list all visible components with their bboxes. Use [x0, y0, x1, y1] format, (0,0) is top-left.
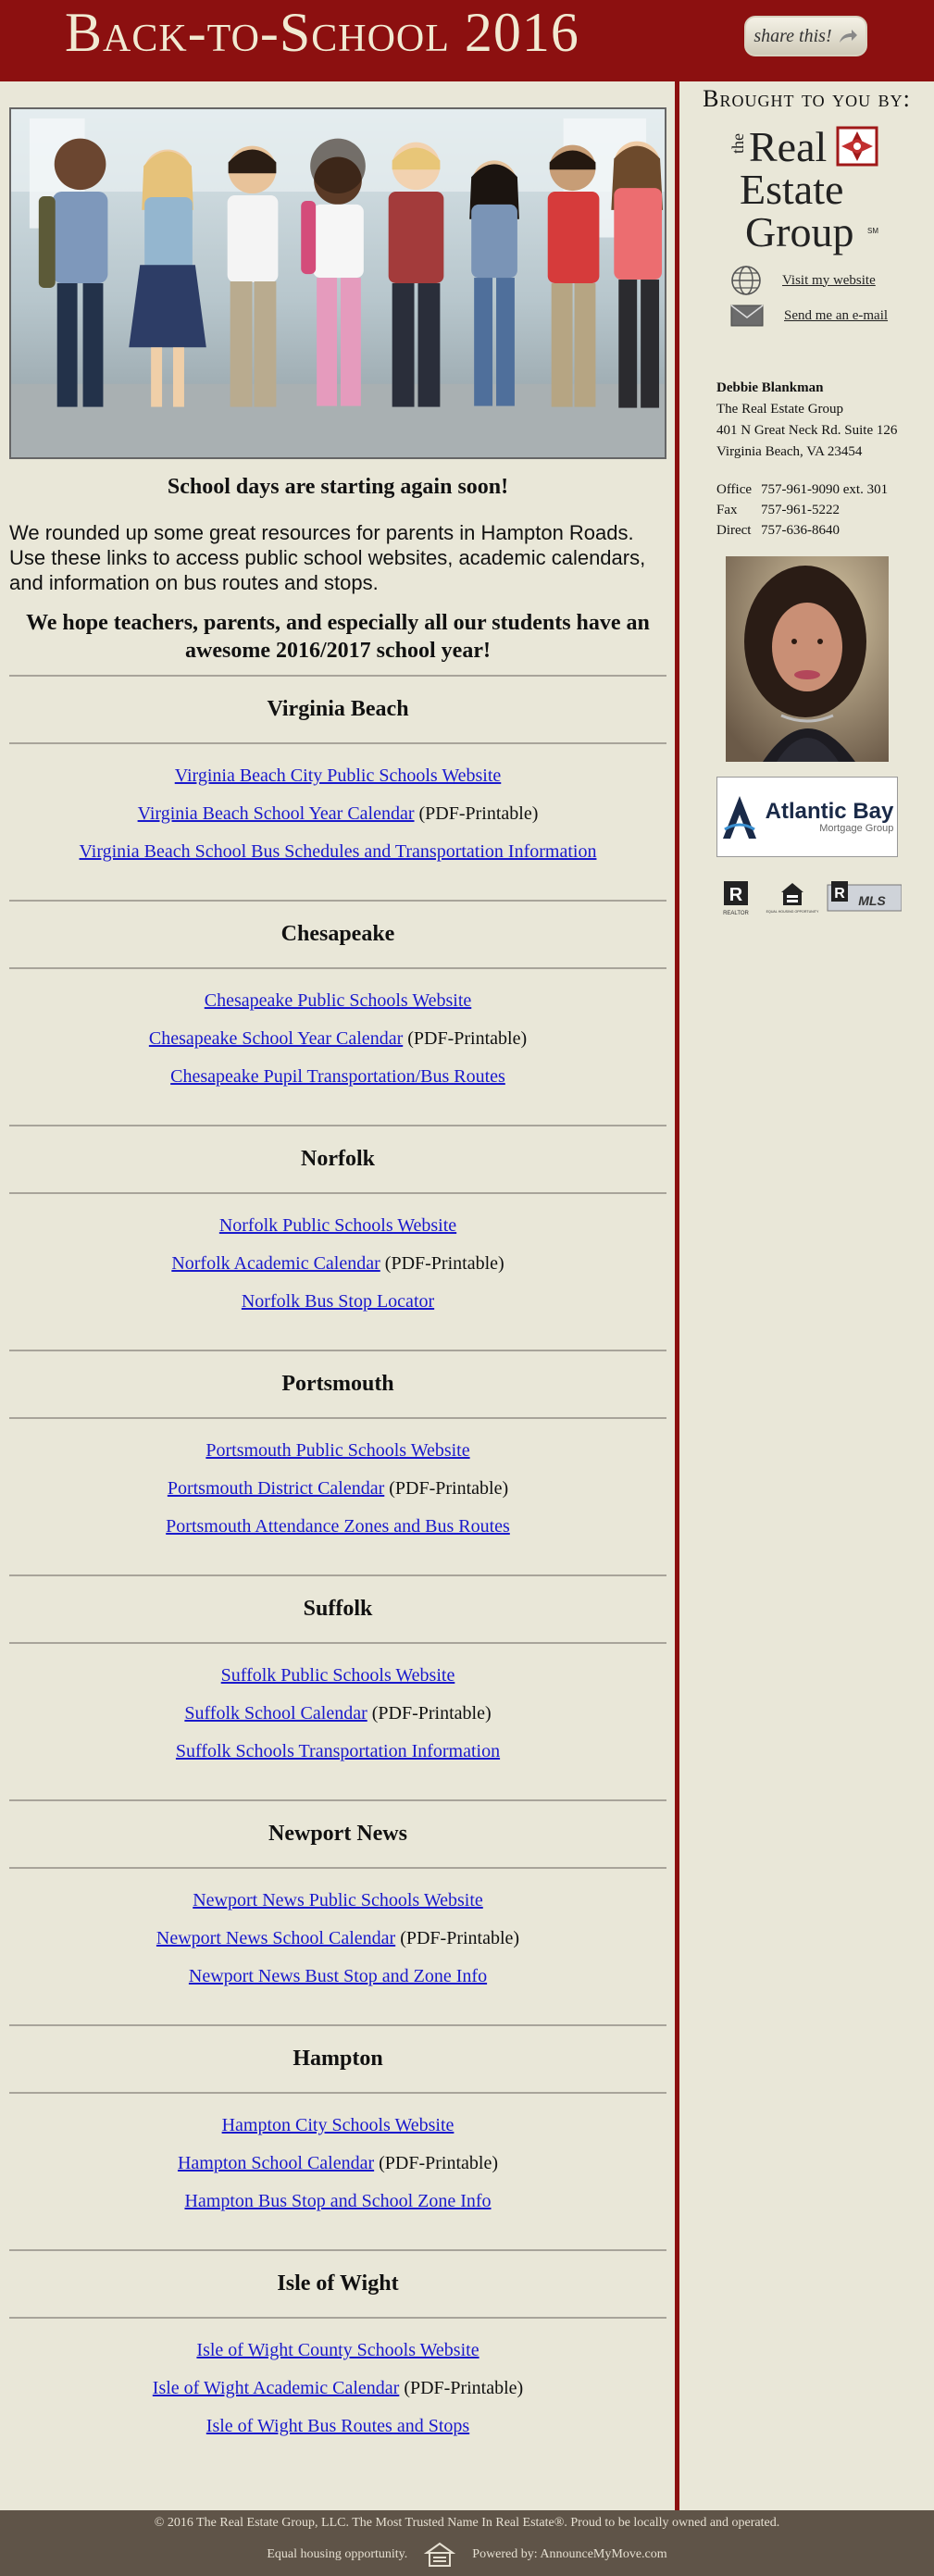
main-content — [0, 81, 675, 2510]
envelope-icon — [730, 305, 764, 327]
atlantic-bay-sub: Mortgage Group — [819, 822, 894, 834]
atlantic-bay-name: Atlantic Bay — [765, 798, 894, 824]
send-email-link[interactable]: Send me an e-mail — [784, 307, 889, 323]
resource-link[interactable]: Norfolk Public Schools Website — [218, 1215, 457, 1236]
phone-direct — [716, 520, 888, 541]
mls-icon — [828, 881, 902, 911]
link-row — [9, 1207, 666, 1245]
resource-link[interactable]: Chesapeake School Year Calendar — [148, 1028, 404, 1049]
resource-link[interactable]: Suffolk Public Schools Website — [220, 1665, 455, 1686]
district-section — [9, 2024, 666, 2221]
svg-text:R: R — [834, 886, 845, 902]
link-row — [9, 1882, 666, 1920]
realtor-icon — [723, 881, 749, 916]
district-section — [9, 2249, 666, 2445]
phone-number: 757-636-8640 — [761, 523, 840, 538]
resource-link[interactable]: Chesapeake Public Schools Website — [204, 990, 472, 1011]
logo-line2: Estate — [740, 166, 844, 213]
district-links — [9, 744, 666, 871]
pdf-note: (PDF-Printable) — [399, 2378, 524, 2398]
district-title: Chesapeake — [280, 922, 395, 946]
mls-label: MLS — [858, 893, 886, 908]
share-arrow-icon — [838, 28, 858, 44]
svg-text:R: R — [729, 885, 743, 905]
resource-link[interactable]: Newport News Bust Stop and Zone Info — [188, 1966, 488, 1986]
link-row — [9, 1058, 666, 1096]
link-row — [9, 1470, 666, 1508]
website-row[interactable] — [730, 265, 876, 296]
compliance-badges — [716, 877, 902, 919]
district-links — [9, 1644, 666, 1771]
resource-link[interactable]: Newport News School Calendar — [156, 1928, 396, 1948]
agent-info — [716, 378, 897, 463]
district-links — [9, 1419, 666, 1546]
link-row — [9, 1020, 666, 1058]
share-button[interactable] — [744, 16, 867, 56]
link-row — [9, 2145, 666, 2183]
resource-link[interactable]: Norfolk Academic Calendar — [171, 1253, 380, 1274]
resource-link[interactable]: Suffolk Schools Transportation Information — [175, 1741, 501, 1761]
phone-label: Fax — [716, 503, 738, 517]
hero-image — [9, 107, 666, 459]
pdf-note: (PDF-Printable) — [414, 803, 539, 824]
agent-company: The Real Estate Group — [716, 402, 844, 417]
email-row[interactable] — [730, 300, 888, 331]
link-row — [9, 795, 666, 833]
real-estate-group-logo — [729, 122, 886, 256]
resource-link[interactable]: Newport News Public Schools Website — [193, 1890, 483, 1910]
intro-paragraph: We rounded up some great resources for parents in Hampton Roads. Use these links to access public school websites, academic calendars, and information on bus routes and stops. — [9, 521, 646, 594]
link-row — [9, 2408, 666, 2445]
district-title: Norfolk — [301, 1147, 375, 1171]
agent-address-line2: Virginia Beach, VA 23454 — [716, 444, 863, 459]
link-row — [9, 1920, 666, 1958]
district-section — [9, 1350, 666, 1546]
district-title: Isle of Wight — [277, 2271, 399, 2296]
agent-portrait — [726, 556, 889, 762]
eho-label: EQUAL HOUSING OPPORTUNITY — [766, 910, 819, 914]
phone-number: 757-961-5222 — [761, 503, 840, 517]
link-row — [9, 1733, 666, 1771]
closing-message: We hope teachers, parents, and especially all our students have an awesome 2016/2017 school year! — [26, 611, 650, 663]
resource-link[interactable]: Norfolk Bus Stop Locator — [241, 1291, 435, 1312]
link-row — [9, 1432, 666, 1470]
hero-photo — [11, 109, 665, 457]
globe-icon — [730, 265, 762, 296]
district-title: Portsmouth — [281, 1372, 394, 1396]
sidebar — [679, 81, 934, 2510]
link-row — [9, 1283, 666, 1321]
phone-list — [716, 479, 888, 541]
resource-link[interactable]: Hampton City Schools Website — [221, 2115, 455, 2135]
pdf-note: (PDF-Printable) — [395, 1928, 520, 1948]
share-button-label: share this! — [753, 25, 832, 46]
logo-the: the — [729, 133, 747, 154]
agent-address-line1: 401 N Great Neck Rd. Suite 126 — [716, 423, 898, 438]
resource-link[interactable]: Hampton Bus Stop and School Zone Info — [184, 2191, 492, 2211]
logo-line1: Real — [749, 123, 828, 170]
phone-number: 757-961-9090 ext. 301 — [761, 482, 889, 497]
resource-link[interactable]: Isle of Wight County Schools Website — [196, 2340, 479, 2360]
resource-link[interactable]: Virginia Beach City Public Schools Website — [174, 765, 502, 786]
pdf-note: (PDF-Printable) — [384, 1478, 509, 1499]
district-links — [9, 969, 666, 1096]
district-section — [9, 1125, 666, 1321]
link-row — [9, 1695, 666, 1733]
link-row — [9, 1657, 666, 1695]
agent-name: Debbie Blankman — [716, 380, 824, 395]
agent-photo — [726, 556, 889, 762]
link-row — [9, 1245, 666, 1283]
district-section — [9, 1799, 666, 1996]
resource-link[interactable]: Isle of Wight Bus Routes and Stops — [205, 2416, 470, 2436]
logo-sm: SM — [867, 227, 878, 235]
resource-link[interactable]: Hampton School Calendar — [177, 2153, 375, 2173]
footer-eho-text: Equal housing opportunity. — [267, 2547, 408, 2561]
link-row — [9, 2370, 666, 2408]
link-row — [9, 1508, 666, 1546]
pdf-note: (PDF-Printable) — [380, 1253, 504, 1274]
footer-bottom-line — [0, 2542, 934, 2568]
resource-link[interactable]: Virginia Beach School Year Calendar — [137, 803, 415, 824]
resource-link[interactable]: Portsmouth Attendance Zones and Bus Routes — [166, 1516, 510, 1537]
logo-line3: Group — [745, 208, 854, 255]
district-section — [9, 900, 666, 1096]
resource-link[interactable]: Chesapeake Pupil Transportation/Bus Routes — [170, 1066, 505, 1087]
resource-link[interactable]: Isle of Wight Academic Calendar — [152, 2378, 400, 2398]
visit-website-link[interactable]: Visit my website — [782, 272, 876, 288]
district-section — [9, 675, 666, 871]
resource-link[interactable]: Suffolk School Calendar — [184, 1703, 367, 1724]
resource-link[interactable]: Portsmouth Public Schools Website — [205, 1440, 470, 1461]
equal-housing-icon — [766, 883, 819, 914]
phone-fax — [716, 500, 888, 520]
footer-powered-by: Powered by: AnnounceMyMove.com — [472, 2547, 667, 2561]
resource-link[interactable]: Portsmouth District Calendar — [167, 1478, 385, 1499]
pdf-note: (PDF-Printable) — [374, 2153, 499, 2173]
site-header — [0, 0, 934, 81]
district-links — [9, 1869, 666, 1996]
link-row — [9, 2332, 666, 2370]
brought-to-you-by: Brought to you by: — [703, 85, 911, 112]
district-section — [9, 1574, 666, 1771]
district-links — [9, 2094, 666, 2221]
pdf-note: (PDF-Printable) — [367, 1703, 492, 1724]
district-links — [9, 2319, 666, 2445]
atlantic-bay-logo — [716, 777, 898, 857]
site-title: Back-to-School 2016 — [65, 2, 579, 63]
link-row — [9, 1958, 666, 1996]
link-row — [9, 982, 666, 1020]
district-links — [9, 1194, 666, 1321]
footer-copyright: © 2016 The Real Estate Group, LLC. The Most Trusted Name In Real Estate®. Proud to be locally owned and operated. — [154, 2516, 780, 2530]
pdf-note: (PDF-Printable) — [403, 1028, 528, 1049]
phone-office — [716, 479, 888, 500]
district-title: Virginia Beach — [267, 697, 409, 721]
link-row — [9, 2107, 666, 2145]
atlantic-bay-mark — [721, 794, 758, 840]
link-row — [9, 757, 666, 795]
phone-label: Office — [716, 482, 753, 497]
district-title: Hampton — [293, 2047, 383, 2071]
site-footer — [0, 2510, 934, 2576]
phone-label: Direct — [716, 523, 752, 538]
equal-housing-icon — [424, 2542, 455, 2568]
district-title: Newport News — [268, 1822, 407, 1846]
realtor-label: REALTOR — [723, 911, 749, 916]
link-row — [9, 833, 666, 871]
district-title: Suffolk — [303, 1597, 373, 1621]
intro-heading: School days are starting again soon! — [167, 475, 509, 499]
resource-link[interactable]: Virginia Beach School Bus Schedules and Transportation Information — [79, 841, 597, 862]
link-row — [9, 2183, 666, 2221]
